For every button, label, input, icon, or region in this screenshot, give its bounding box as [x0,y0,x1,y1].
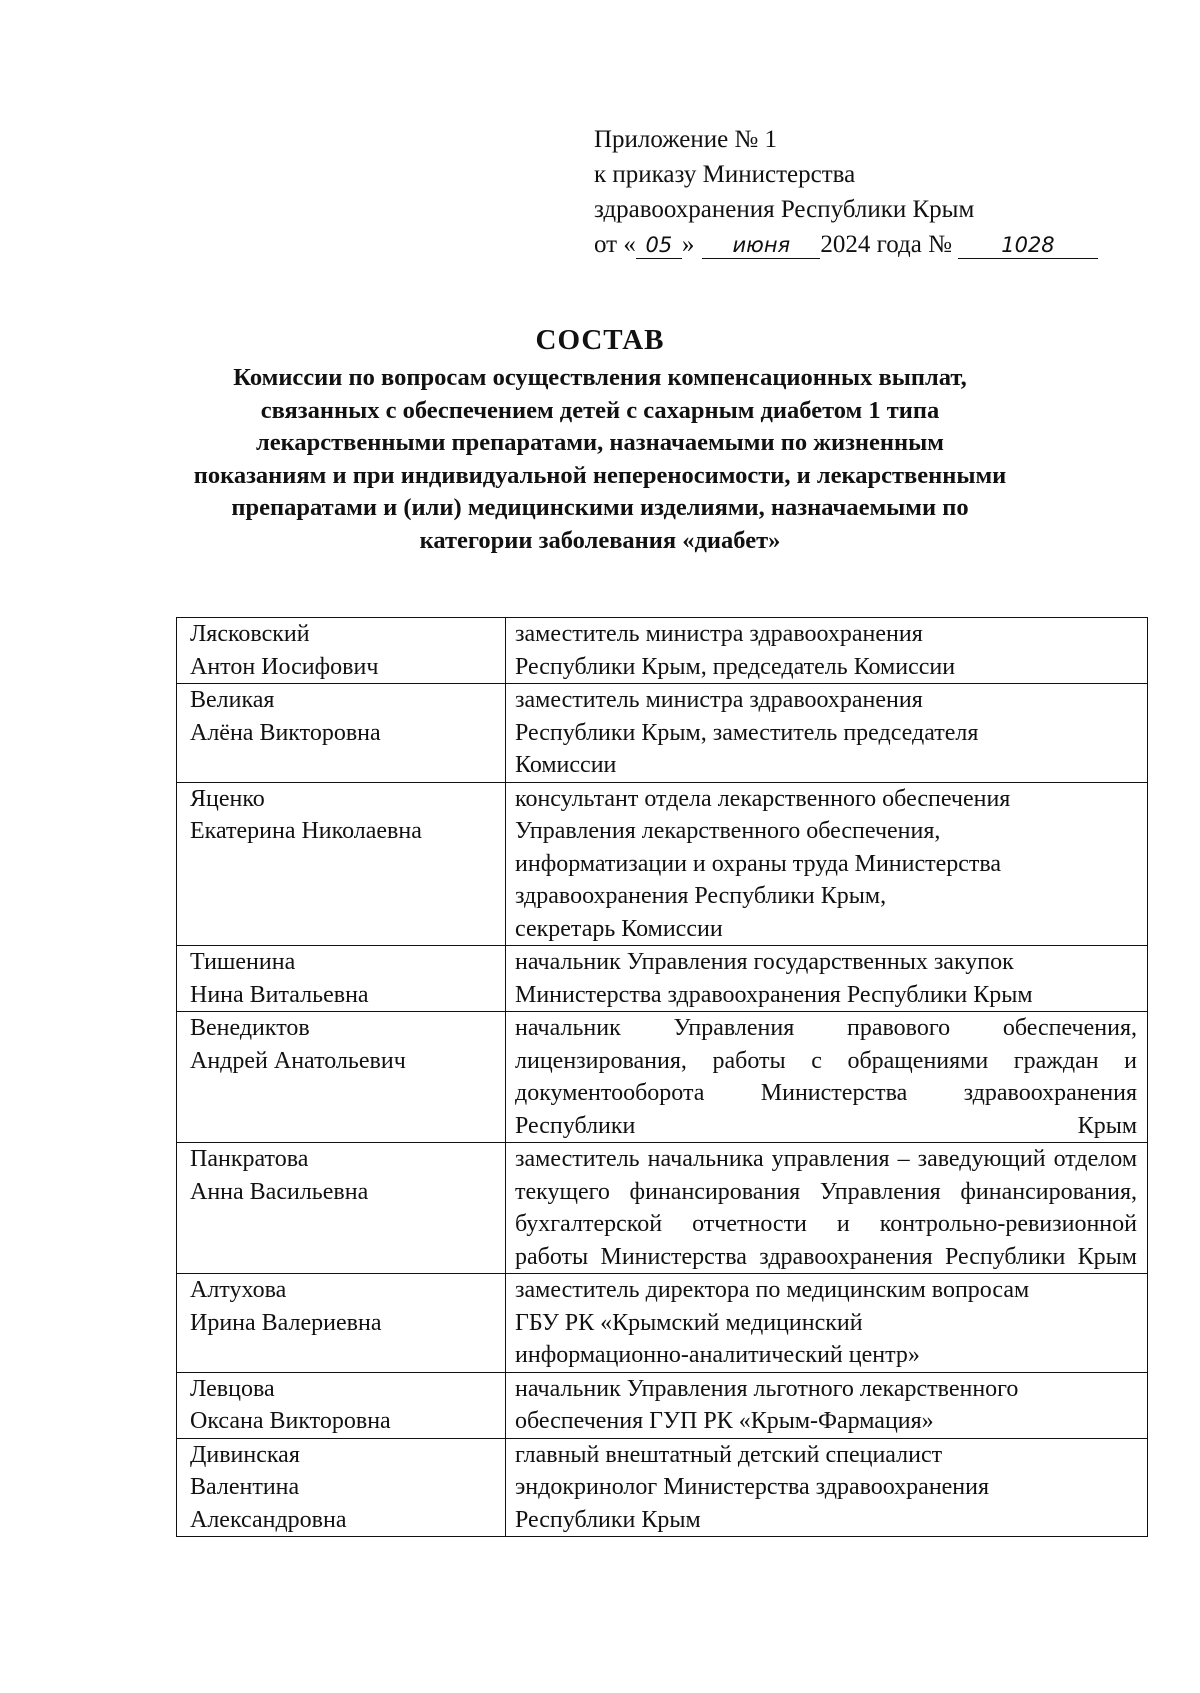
member-role: начальник Управления льготного лекарственного обеспечения ГУП РК «Крым-Фармация» [506,1372,1148,1438]
order-number-handwritten: 1028 [958,232,1098,259]
table-row [177,1012,1148,1143]
appendix-date-line [594,227,1098,262]
table-row [177,684,1148,783]
members-table [176,617,1148,1537]
member-name: Великая Алёна Викторовна [177,684,506,783]
member-name: Левцова Оксана Викторовна [177,1372,506,1438]
appendix-line-1: Приложение № 1 [594,126,778,153]
table-row [177,1372,1148,1438]
member-name: Яценко Екатерина Николаевна [177,782,506,946]
member-name: Лясковский Антон Иосифович [177,618,506,684]
document-heading [150,320,1050,557]
member-role: консультант отдела лекарственного обеспечения Управления лекарственного обеспечения, информатизации и охраны труда Министерства здравоохранения Республики Крым, секретарь Комиссии [506,782,1148,946]
member-name: Тишенина Нина Витальевна [177,946,506,1012]
document-subtitle: Комиссии по вопросам осуществления компенсационных выплат, связанных с обеспечением детей с сахарным диабетом 1 типа лекарственными препаратами, назначаемыми по жизненным показаниям и при индивидуальной непереносимости, и лекарственными препаратами и (или) медицинскими изделиями, назначаемыми по категории заболевания «диабет» [193,364,1007,554]
table-row [177,946,1148,1012]
date-month-handwritten: июня [702,232,820,259]
appendix-line-2: к приказу Министерства [594,161,856,188]
table-row [177,1438,1148,1537]
date-mid: » [681,231,695,258]
member-role: заместитель министра здравоохранения Республики Крым, председатель Комиссии [506,618,1148,684]
date-year-text: 2024 года № [820,231,952,258]
member-name: Панкратова Анна Васильевна [177,1143,506,1274]
member-name: Алтухова Ирина Валериевна [177,1274,506,1373]
appendix-block [594,122,1098,262]
table-row [177,1274,1148,1373]
member-role: заместитель директора по медицинским вопросам ГБУ РК «Крымский медицинский информационно-аналитический центр» [506,1274,1148,1373]
date-prefix: от « [594,231,636,258]
member-role: заместитель министра здравоохранения Республики Крым, заместитель председателя Комиссии [506,684,1148,783]
member-role: начальник Управления правового обеспечения, лицензирования, работы с обращениями граждан и документооборота Министерства здравоохранения Республики Крым [506,1012,1148,1143]
date-day-handwritten: 05 [636,232,682,259]
member-role: заместитель начальника управления – заведующий отделом текущего финансирования Управления финансирования, бухгалтерской отчетности и контрольно-ревизионной работы Министерства здравоохранения Республики Крым [506,1143,1148,1274]
document-title: СОСТАВ [535,324,665,356]
member-role: начальник Управления государственных закупок Министерства здравоохранения Республики Крым [506,946,1148,1012]
table-row [177,782,1148,946]
member-name: Дивинская Валентина Александровна [177,1438,506,1537]
member-role: главный внештатный детский специалист эндокринолог Министерства здравоохранения Республики Крым [506,1438,1148,1537]
appendix-line-3: здравоохранения Республики Крым [594,196,975,223]
table-row [177,1143,1148,1274]
member-name: Венедиктов Андрей Анатольевич [177,1012,506,1143]
table-row [177,618,1148,684]
